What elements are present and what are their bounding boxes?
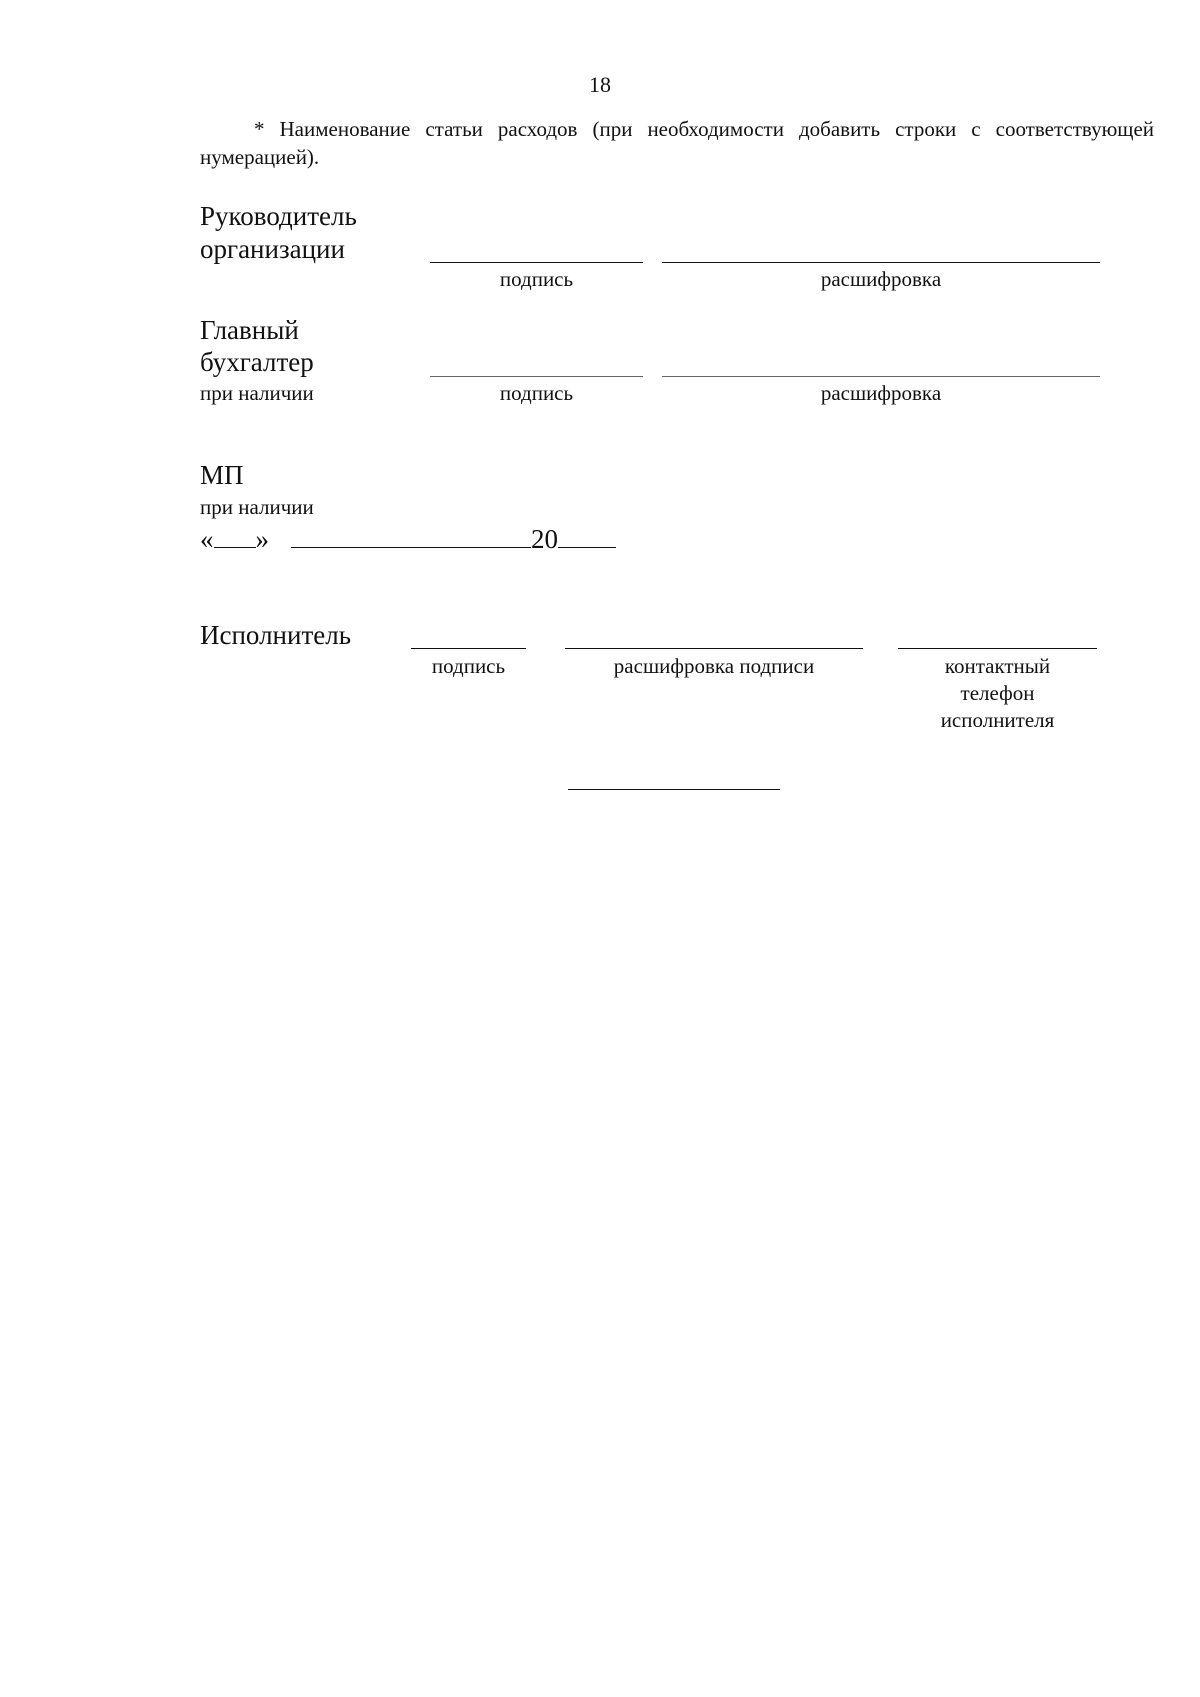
accountant-title-line2: бухгалтер xyxy=(200,347,314,377)
accountant-transcript-caption: расшифровка xyxy=(820,381,942,405)
date-field[interactable] xyxy=(200,521,616,555)
date-day-blank[interactable] xyxy=(214,521,256,548)
head-title-line1: Руководитель xyxy=(200,201,357,231)
date-month-blank[interactable] xyxy=(291,521,531,548)
accountant-note: при наличии xyxy=(200,381,314,405)
head-transcript-caption: расшифровка xyxy=(820,267,942,291)
stamp-label: МП xyxy=(200,460,244,490)
executor-phone-line[interactable] xyxy=(898,648,1097,649)
head-signature-line[interactable] xyxy=(430,262,643,263)
executor-transcript-line[interactable] xyxy=(565,648,863,649)
closing-separator xyxy=(568,789,780,790)
executor-signature-line[interactable] xyxy=(411,648,526,649)
executor-phone-caption-line2: телефон xyxy=(960,681,1035,705)
head-signature-caption: подпись xyxy=(499,267,574,291)
executor-phone-caption-line1: контактный xyxy=(944,654,1051,678)
accountant-signature-caption: подпись xyxy=(499,381,574,405)
date-open-quote: « xyxy=(200,524,214,554)
footnote-text: * Наименование статьи расходов (при необходимости добавить строки с соответствующей нумерацией). xyxy=(200,117,1154,169)
head-transcript-line[interactable] xyxy=(662,262,1100,263)
accountant-signature-line[interactable] xyxy=(430,376,643,377)
stamp-note: при наличии xyxy=(200,495,314,519)
date-close-quote: » xyxy=(255,524,269,554)
date-year-prefix: 20 xyxy=(531,524,558,554)
executor-transcript-caption: расшифровка подписи xyxy=(613,654,815,678)
executor-signature-caption: подпись xyxy=(431,654,506,678)
page-number: 18 xyxy=(589,72,611,97)
date-year-blank[interactable] xyxy=(558,521,616,548)
head-title-line2: организации xyxy=(200,234,345,264)
executor-title: Исполнитель xyxy=(200,620,352,650)
executor-phone-caption-line3: исполнителя xyxy=(940,708,1055,732)
accountant-transcript-line[interactable] xyxy=(662,376,1100,377)
accountant-title-line1: Главный xyxy=(200,315,299,345)
